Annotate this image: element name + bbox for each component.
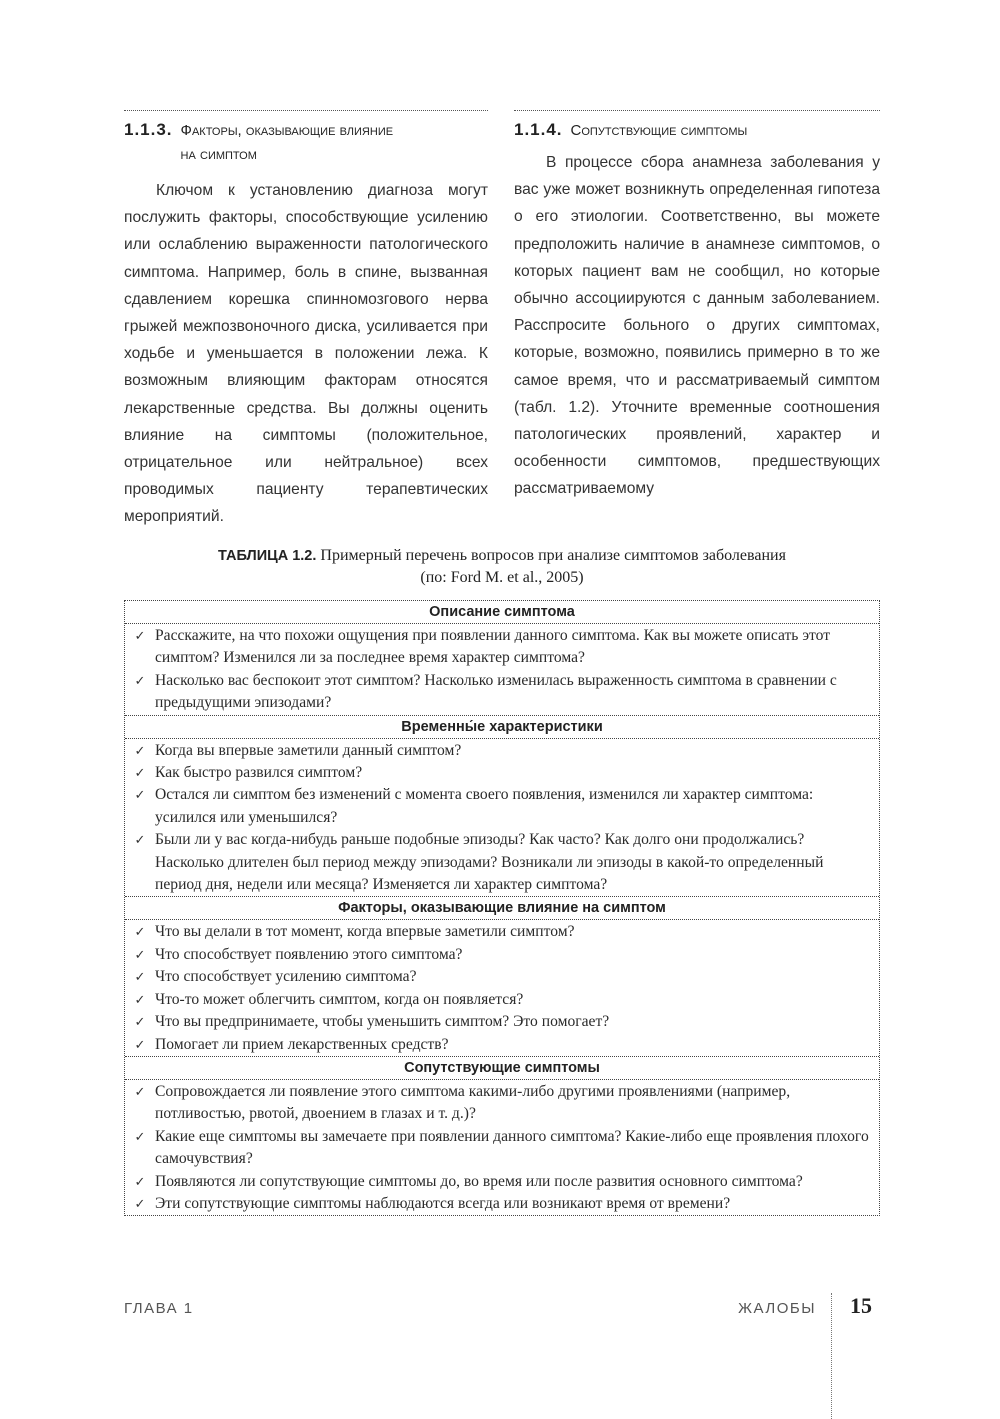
section-title [181, 119, 394, 167]
table-section-body [125, 920, 879, 1055]
table-section-header: Факторы, оказывающие влияние на симптом [125, 896, 879, 920]
questions-table [124, 600, 880, 1216]
question-item [125, 1193, 879, 1215]
left-column [124, 110, 488, 531]
question-item [125, 762, 879, 784]
question-text: Эти сопутствующие симптомы наблюдаются всегда или возникают время от времени? [155, 1194, 731, 1212]
checkmark-icon: ✓ [134, 991, 146, 1007]
question-item [125, 966, 879, 988]
checkmark-icon: ✓ [134, 742, 146, 758]
question-text: Появляются ли сопутствующие симптомы до, во время или после развития основного симптома? [155, 1172, 803, 1190]
section-paragraph [124, 177, 488, 531]
checkmark-icon: ✓ [134, 832, 146, 848]
right-column [514, 110, 880, 503]
paragraph-text: Ключом к установлению диагноза могут послужить факторы, способствующие усилению или ослаблению выраженности патологического симптома. Например, боль в спине, вызванная сдавлением корешка спинномозгового нерва грыжей межпозвоночного диска, усиливается при ходьбе и уменьшается в положении лежа. К возможным влияющим факторам относятся лекарственные средства. Вы должны оценить влияние на симптомы (положительное, отрицательное или нейтральное) всех проводимых пациенту терапевтических мероприятий. [124, 182, 488, 526]
footer-running-title: ЖАЛОБЫ [738, 1300, 816, 1317]
question-text: Что способствует появлению этого симптома? [155, 945, 463, 963]
table-caption [124, 545, 880, 589]
footer-divider [831, 1293, 832, 1419]
question-text: Какие еще симптомы вы замечаете при появлении данного симптома? Какие-либо еще проявления плохого самочувствия? [155, 1127, 869, 1168]
question-text: Что-то может облегчить симптом, когда он появляется? [155, 990, 524, 1008]
question-item [125, 740, 879, 762]
question-item [125, 784, 879, 829]
top-rule [514, 110, 880, 111]
table-section-header: Описание симптома [125, 601, 879, 624]
section-number: 1.1.4. [514, 120, 563, 139]
question-text: Насколько вас беспокоит этот симптом? Насколько изменилась выраженность симптома в сравнении с предыдущими эпизодами? [155, 671, 837, 712]
top-rule [124, 110, 488, 111]
question-item [125, 921, 879, 943]
question-item [125, 1081, 879, 1126]
table-title: Примерный перечень вопросов при анализе симптомов заболевания [320, 547, 786, 564]
page-number: 15 [850, 1293, 872, 1318]
section-heading-1-1-4 [514, 119, 880, 143]
question-text: Что вы делали в тот момент, когда впервые заметили симптом? [155, 923, 575, 941]
question-text: Когда вы впервые заметили данный симптом? [155, 741, 462, 759]
table-label: ТАБЛИЦА 1.2. [218, 548, 317, 564]
question-text: Как быстро развился симптом? [155, 764, 363, 782]
section-paragraph [514, 149, 880, 503]
checkmark-icon: ✓ [134, 628, 146, 643]
question-item [125, 1171, 879, 1193]
question-item [125, 670, 879, 715]
question-item [125, 944, 879, 966]
footer-chapter: ГЛАВА 1 [124, 1300, 194, 1317]
question-text: Были ли у вас когда-нибудь раньше подобные эпизоды? Как часто? Как долго они продолжались? Насколько длителен был период между эпизодами? Возникали ли эпизоды в какой-то определенный период дня, недели или месяца? Изменяется ли характер симптома? [155, 831, 824, 894]
checkmark-icon: ✓ [134, 1036, 146, 1052]
checkmark-icon: ✓ [134, 672, 146, 688]
question-item [125, 1126, 879, 1171]
checkmark-icon: ✓ [134, 1195, 146, 1211]
question-text: Помогает ли прием лекарственных средств? [155, 1035, 449, 1053]
question-text: Сопровождается ли появление этого симптома какими-либо другими проявлениями (например, потливостью, рвотой, двоением в глазах и т. д.)? [155, 1082, 791, 1123]
checkmark-icon: ✓ [134, 1083, 146, 1099]
question-item [125, 829, 879, 896]
checkmark-icon: ✓ [134, 946, 146, 962]
section-title-line1: Факторы, оказывающие влияние [180, 122, 394, 139]
checkmark-icon: ✓ [134, 969, 146, 985]
checkmark-icon: ✓ [134, 787, 146, 803]
section-title: Сопутствующие симптомы [570, 122, 748, 139]
checkmark-icon: ✓ [134, 1014, 146, 1030]
table-source: (по: Ford M. et al., 2005) [420, 569, 584, 586]
question-text: Что способствует усилению симптома? [155, 968, 417, 986]
paragraph-text: В процессе сбора анамнеза заболевания у вас уже может возникнуть определенная гипотеза о его этиологии. Соответственно, вы можете предположить наличие в анамнезе симптомов, о которых пациент вам не сообщил, но которые обычно ассоциируются с данным заболеванием. Расспросите больного о других симптомах, которые, возможно, появились примерно в то же самое время, что и рассматриваемый симптом (табл. 1.2). Уточните временные соотношения патологических проявлений, характер и особенности симптомов, предшествующих рассматриваемому [514, 154, 880, 498]
section-title-line2: на симптом [180, 146, 257, 163]
table-section-header: Сопутствующие симптомы [125, 1056, 879, 1080]
question-text: Что вы предпринимаете, чтобы уменьшить симптом? Это помогает? [155, 1013, 610, 1031]
table-section-header: Временны́е характеристики [125, 715, 879, 739]
section-heading-1-1-3 [124, 119, 488, 167]
checkmark-icon: ✓ [134, 924, 146, 940]
checkmark-icon: ✓ [134, 1128, 146, 1144]
question-item [125, 989, 879, 1011]
question-item [125, 1034, 879, 1056]
question-item [125, 625, 879, 670]
checkmark-icon: ✓ [134, 1173, 146, 1189]
section-number: 1.1.3. [124, 120, 173, 139]
checkmark-icon: ✓ [134, 765, 146, 781]
table-section-body [125, 1080, 879, 1215]
question-item [125, 1011, 879, 1033]
question-text: Расскажите, на что похожи ощущения при появлении данного симптома. Как вы можете описать этот симптом? Изменился ли за последнее время характер симптома? [155, 627, 831, 667]
table-section-body [125, 739, 879, 897]
table-section-body [125, 624, 879, 715]
question-text: Остался ли симптом без изменений с момента своего появления, изменился ли характер симптома: усилился или уменьшился? [155, 786, 814, 826]
